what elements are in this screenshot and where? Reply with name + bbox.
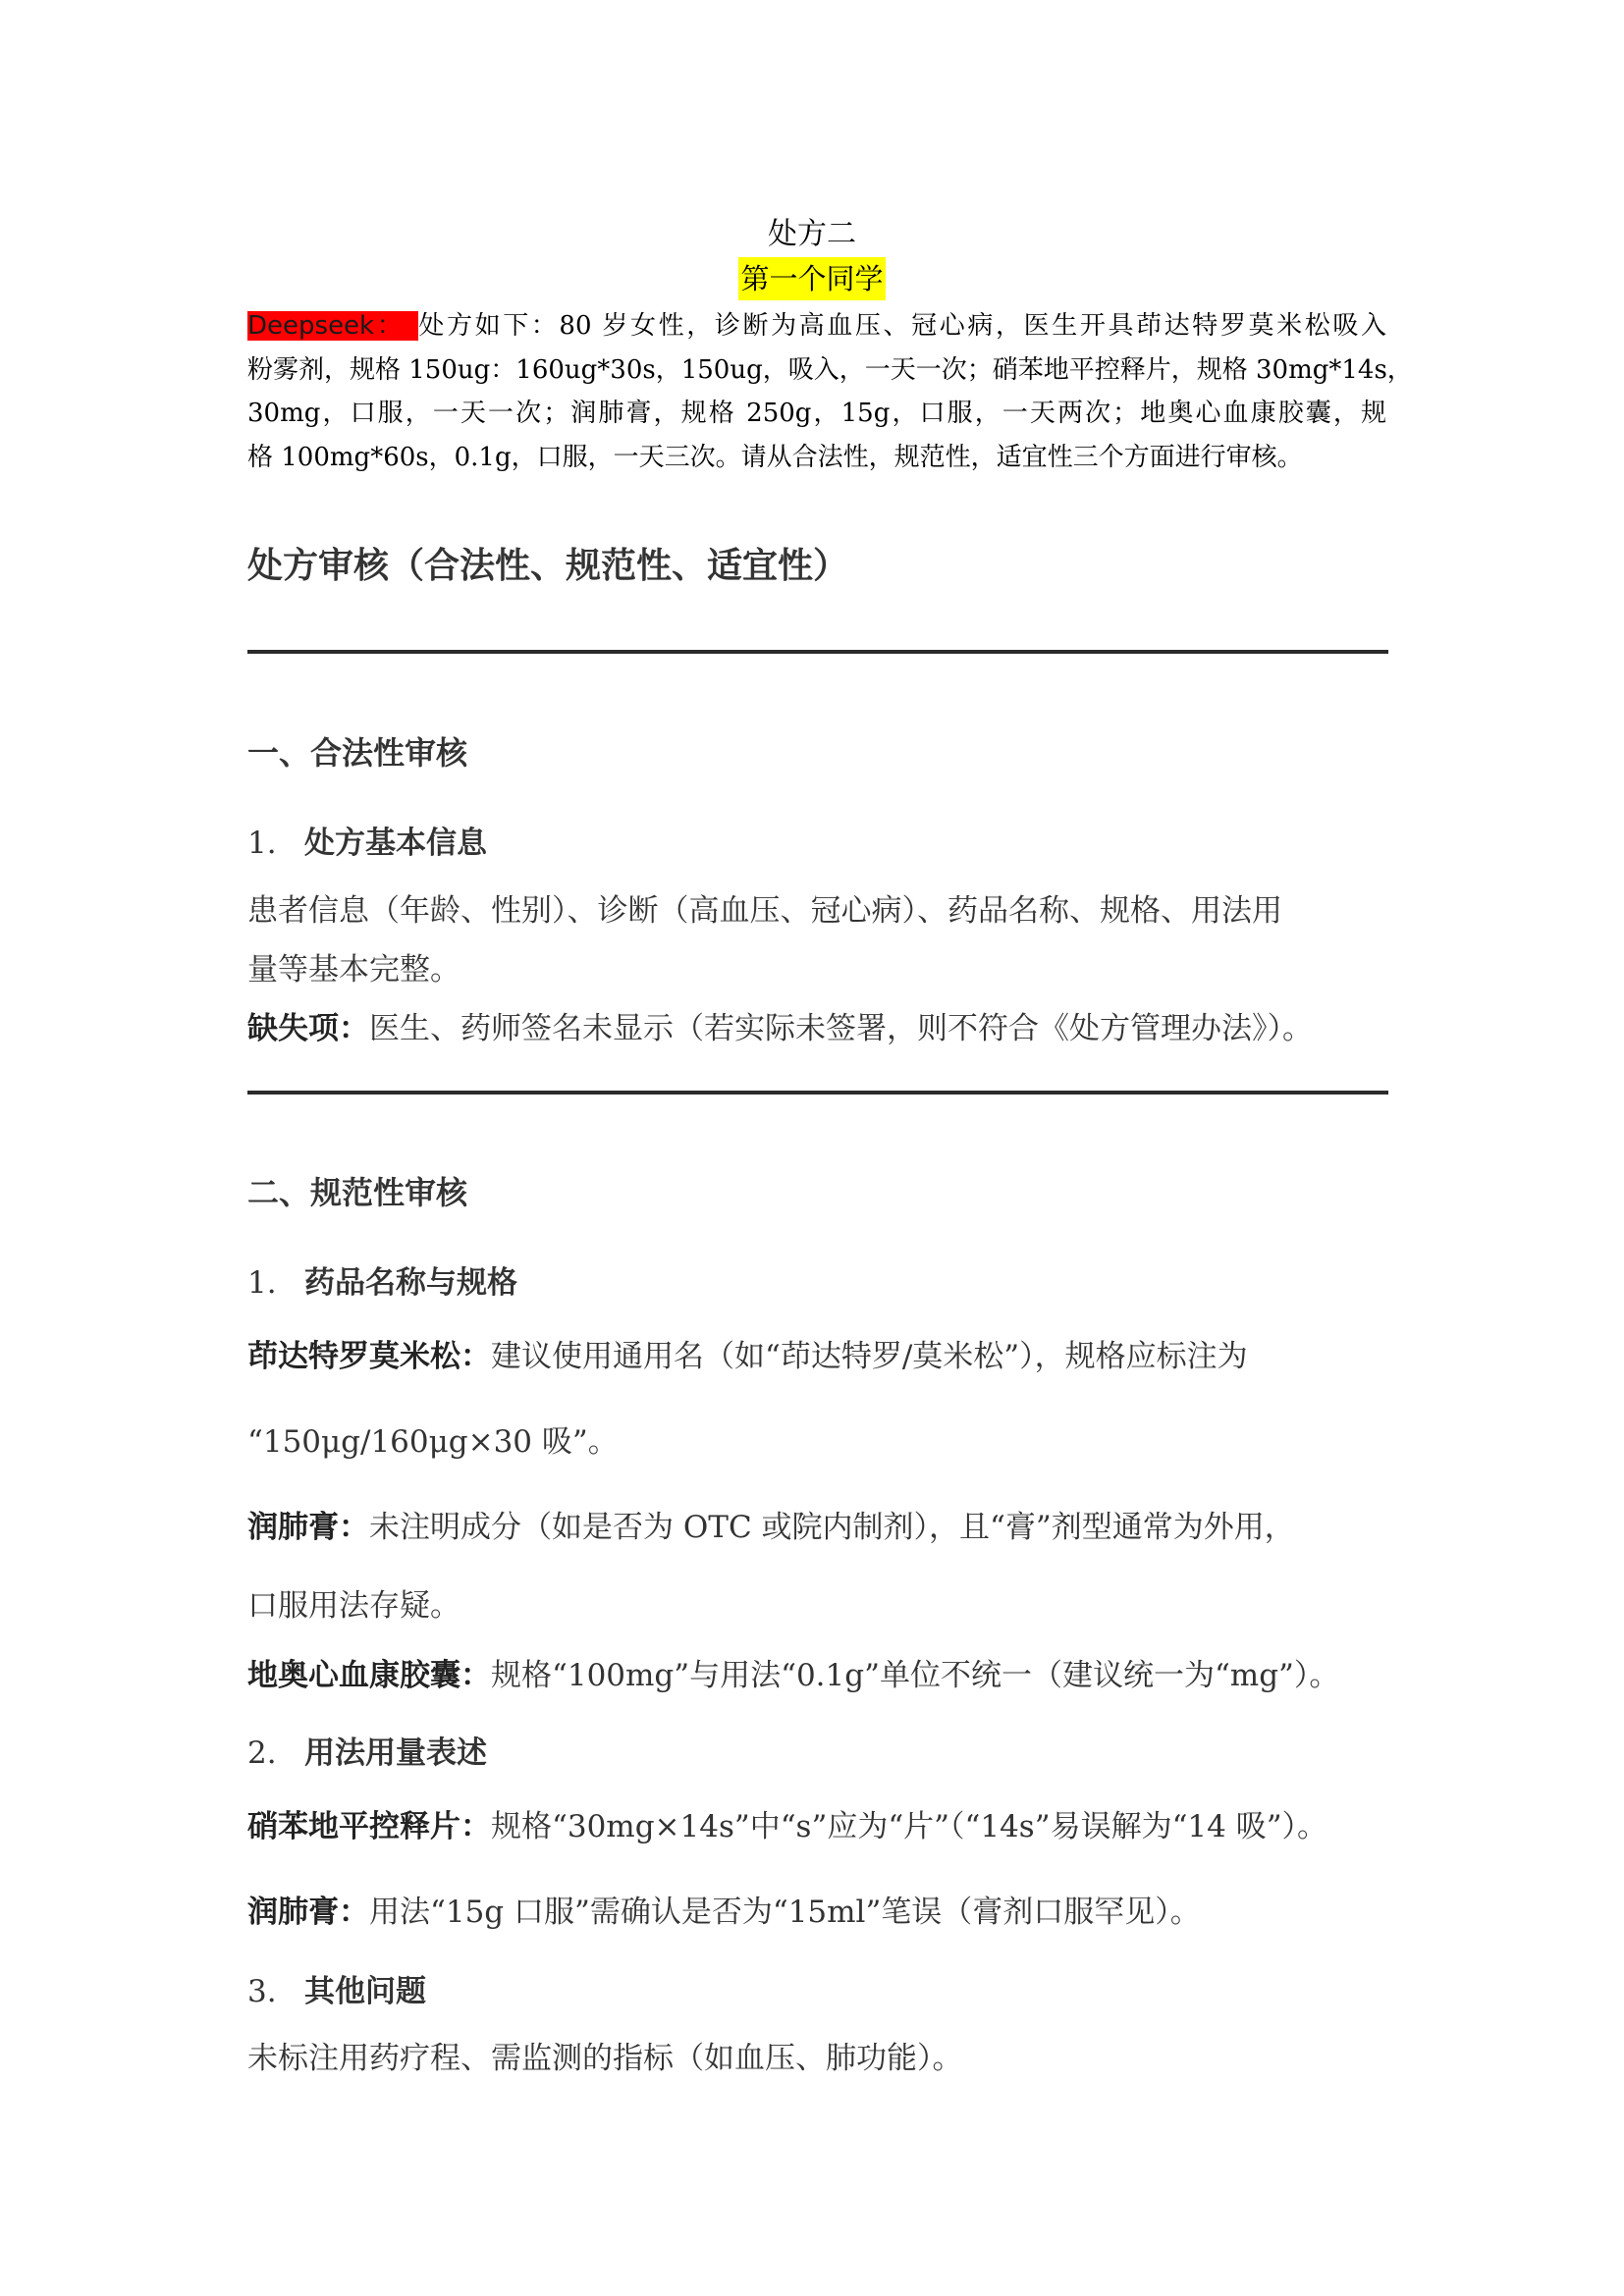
subsection-title: 药品名称与规格 [304, 1265, 517, 1301]
other-issues-text: 未标注用药疗程、需监测的指标（如血压、肺功能）。 [247, 2041, 963, 2076]
drug-note-text: 规格“100mg”与用法“0.1g”单位不统一（建议统一为“mg”）。 [491, 1658, 1340, 1693]
drug-note-text: 未注明成分（如是否为 OTC 或院内制剂），且“膏”剂型通常为外用， [369, 1510, 1295, 1545]
subsection-title: 其他问题 [304, 1974, 426, 2009]
drug-note-indacaterol-cont: “150μg/160μg×30 吸”。 [247, 1424, 619, 1460]
student-label-wrapper [0, 257, 1624, 300]
subsection-title: 用法用量表述 [304, 1735, 487, 1771]
drug-note-diao [247, 1650, 1339, 1694]
prompt-line-4: 格 100mg*60s，0.1g，口服，一天三次。请从合法性，规范性，适宜性三个方面进行审核。 [247, 442, 1303, 472]
subsection-number: 3. [247, 1974, 277, 2009]
prompt-text-1: 处方如下：80 岁女性，诊断为高血压、冠心病，医生开具茚达特罗莫米松吸入 [418, 311, 1386, 341]
subsection-number: 2. [247, 1735, 277, 1771]
document-title: 处方二 [768, 217, 856, 251]
prompt-line-3: 30mg，口服，一天一次；润肺膏，规格 250g，15g，口服，一天两次；地奥心血康胶囊，规 [247, 399, 1386, 428]
review-heading: 处方审核（合法性、规范性、适宜性） [247, 546, 849, 586]
deepseek-tag: Deepseek： [247, 311, 418, 341]
divider-2 [247, 1091, 1388, 1095]
drug-label: 硝苯地平控释片： [247, 1809, 491, 1844]
drug-label: 地奥心血康胶囊： [247, 1658, 491, 1693]
drug-label: 茚达特罗莫米松： [247, 1339, 491, 1374]
student-label-highlight: 第一个同学 [738, 257, 885, 300]
usage-note-nifedipine [247, 1801, 1327, 1845]
drug-note-text: 建议使用通用名（如“茚达特罗/莫米松”），规格应标注为 [491, 1339, 1248, 1374]
missing-items-line [247, 1003, 1313, 1047]
subsection-number: 1. [247, 1265, 277, 1301]
section-standardization-title: 二、规范性审核 [247, 1174, 468, 1211]
basic-info-paragraph-line-1: 患者信息（年龄、性别）、诊断（高血压、冠心病）、药品名称、规格、用法用 [247, 893, 1282, 929]
subsection-title: 处方基本信息 [304, 826, 487, 861]
drug-note-indacaterol [247, 1331, 1248, 1375]
subsection-drug-name-spec [247, 1257, 517, 1302]
subsection-usage-dosage [247, 1728, 487, 1772]
usage-note-text: 规格“30mg×14s”中“s”应为“片”（“14s”易误解为“14 吸”）。 [491, 1809, 1328, 1844]
usage-note-text: 用法“15g 口服”需确认是否为“15ml”笔误（膏剂口服罕见）。 [369, 1895, 1201, 1930]
prompt-line-2: 粉雾剂，规格 150ug：160ug*30s，150ug，吸入，一天一次；硝苯地平控释片，规格 30mg*14s， [247, 354, 1413, 385]
drug-note-runfeigao-cont: 口服用法存疑。 [247, 1588, 460, 1624]
divider-1 [247, 650, 1388, 654]
drug-note-runfeigao [247, 1502, 1295, 1546]
drug-label: 润肺膏： [247, 1510, 369, 1545]
prompt-block [247, 304, 1413, 479]
subsection-basic-info [247, 818, 487, 862]
section-legality-title: 一、合法性审核 [247, 734, 468, 772]
subsection-other-issues [247, 1966, 426, 2010]
drug-label: 润肺膏： [247, 1895, 369, 1930]
basic-info-paragraph-line-2: 量等基本完整。 [247, 952, 460, 988]
missing-items-text: 医生、药师签名未显示（若实际未签署，则不符合《处方管理办法》）。 [369, 1011, 1313, 1046]
prompt-line-1 [247, 304, 1386, 348]
subsection-number: 1. [247, 826, 277, 861]
missing-items-label: 缺失项： [247, 1011, 369, 1046]
usage-note-runfeigao [247, 1887, 1201, 1931]
